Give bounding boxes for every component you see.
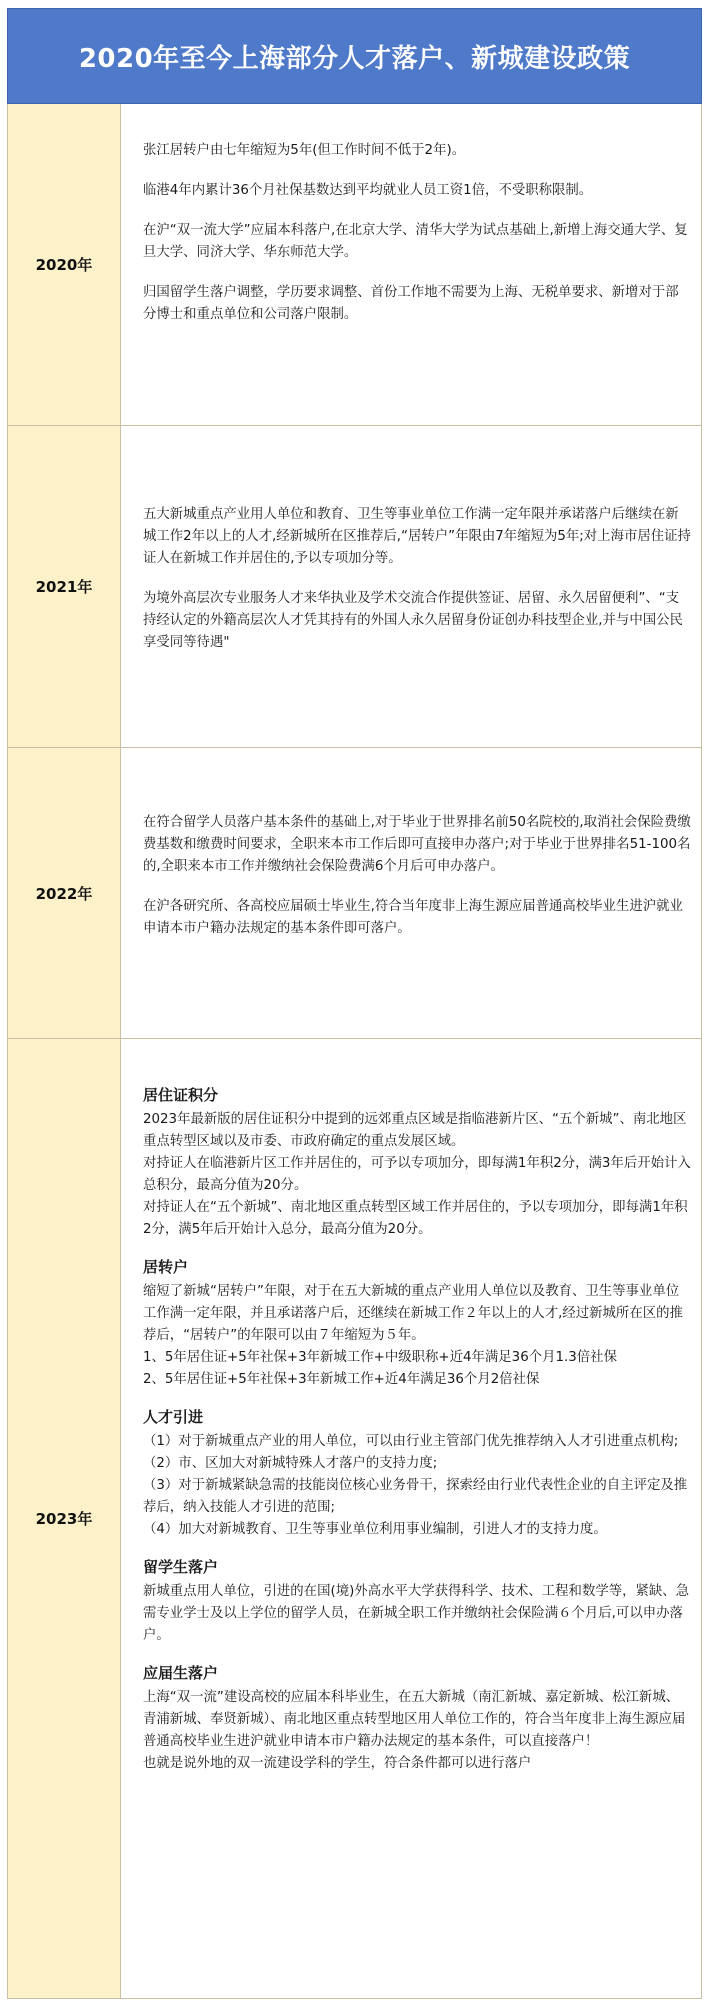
- section-line: 缩短了新城“居转户”年限，对于在五大新城的重点产业用人单位以及教育、卫生等事业单位工作满一定年限，并且承诺落户后，还继续在新城工作２年以上的人才,经过新城所在区的推荐后，“居转户”的年限可以由７年缩短为５年。: [143, 1284, 683, 1343]
- table-row-2023: [8, 1039, 701, 1999]
- table-row-2022: [8, 748, 701, 1039]
- section-line: （2）市、区加大对新城特殊人才落户的支持力度;: [143, 1456, 438, 1471]
- section-line: 对持证人在临港新片区工作并居住的，可予以专项加分，即每满1年积2分，满3年后开始计入总积分，最高分值为20分。: [143, 1156, 691, 1193]
- section-line: 对持证人在“五个新城”、南北地区重点转型区域工作并居住的，予以专项加分，即每满1年积2分，满5年后开始计入总分，最高分值为20分。: [143, 1200, 688, 1237]
- page-title: 2020年至今上海部分人才落户、新城建设政策: [7, 8, 702, 104]
- policy-content: [121, 104, 701, 425]
- policy-paragraph: 临港4年内累计36个月社保基数达到平均就业人员工资1倍，不受职称限制。: [143, 183, 593, 198]
- policy-content: [121, 1039, 701, 1998]
- policy-paragraph: 归国留学生落户调整，学历要求调整、首份工作地不需要为上海、无税单要求、新增对于部分博士和重点单位和公司落户限制。: [143, 285, 679, 322]
- section-talent-introduction: [143, 1405, 691, 1541]
- section-heading: 居住证积分: [143, 1086, 219, 1104]
- policy-paragraph: 张江居转户由七年缩短为5年(但工作时间不低于2年)。: [143, 143, 466, 158]
- policy-paragraph: 五大新城重点产业用人单位和教育、卫生等事业单位工作满一定年限并承诺落户后继续在新城工作2年以上的人才,经新城所在区推荐后,“居转户”年限由7年缩短为5年;对上海市居住证持证人在新城工作并居住的,予以专项加分等。: [143, 507, 691, 566]
- section-fresh-graduates: [143, 1661, 691, 1775]
- section-line: （3）对于新城紧缺急需的技能岗位核心业务骨干，探索经由行业代表性企业的自主评定及推荐后，纳入技能人才引进的范围;: [143, 1478, 688, 1515]
- section-heading: 人才引进: [143, 1408, 204, 1426]
- section-heading: 应届生落户: [143, 1664, 219, 1682]
- table-row-2021: [8, 426, 701, 748]
- policy-paragraph: 为境外高层次专业服务人才来华执业及学术交流合作提供签证、居留、永久居留便利”、“支持经认定的外籍高层次人才凭其持有的外国人永久居留身份证创办科技型企业,并与中国公民享受同等待遇": [143, 591, 683, 650]
- section-residence-to-hukou: [143, 1255, 691, 1391]
- policy-paragraph: 在沪“双一流大学”应届本科落户,在北京大学、清华大学为试点基础上,新增上海交通大学、复旦大学、同济大学、华东师范大学。: [143, 223, 688, 260]
- policy-content: [121, 748, 701, 1038]
- policy-content: [121, 426, 701, 747]
- section-heading: 留学生落户: [143, 1558, 219, 1576]
- section-line: 2、5年居住证+5年社保+3年新城工作+近4年满足36个月2倍社保: [143, 1372, 540, 1387]
- section-line: 1、5年居住证+5年社保+3年新城工作+中级职称+近4年满足36个月1.3倍社保: [143, 1350, 617, 1365]
- year-cell: 2022年: [8, 748, 121, 1038]
- year-cell: 2023年: [8, 1039, 121, 1998]
- section-line: 新城重点用人单位，引进的在国(境)外高水平大学获得科学、技术、工程和数学等，紧缺、急需专业学士及以上学位的留学人员，在新城全职工作并缴纳社会保险满６个月后,可以申办落户。: [143, 1584, 690, 1643]
- policy-paragraph: 在沪各研究所、各高校应届硕士毕业生,符合当年度非上海生源应届普通高校毕业生进沪就业申请本市户籍办法规定的基本条件即可落户。: [143, 899, 683, 936]
- policy-table: [7, 104, 702, 1999]
- section-line: 上海“双一流”建设高校的应届本科毕业生，在五大新城（南汇新城、嘉定新城、松江新城、青浦新城、奉贤新城）、南北地区重点转型地区用人单位工作的，符合当年度非上海生源应届普通高校毕业生进沪就业申请本市户籍办法规定的基本条件，可以直接落户！: [143, 1690, 686, 1749]
- year-cell: 2021年: [8, 426, 121, 747]
- section-line: （4）加大对新城教育、卫生等事业单位利用事业编制，引进人才的支持力度。: [143, 1522, 607, 1537]
- table-row-2020: [8, 104, 701, 426]
- section-heading: 居转户: [143, 1258, 189, 1276]
- section-overseas-students: [143, 1555, 691, 1647]
- section-line: 2023年最新版的居住证积分中提到的远郊重点区域是指临港新片区、“五个新城”、南北地区重点转型区域以及市委、市政府确定的重点发展区域。: [143, 1112, 687, 1149]
- section-line: （1）对于新城重点产业的用人单位，可以由行业主管部门优先推荐纳入人才引进重点机构;: [143, 1434, 679, 1449]
- year-cell: 2020年: [8, 104, 121, 425]
- section-residence-permit-points: [143, 1083, 691, 1241]
- section-line: 也就是说外地的双一流建设学科的学生，符合条件都可以进行落户: [143, 1756, 532, 1771]
- policy-paragraph: 在符合留学人员落户基本条件的基础上,对于毕业于世界排名前50名院校的,取消社会保险费缴费基数和缴费时间要求，全职来本市工作后即可直接申办落户;对于毕业于世界排名51-100名的,全职来本市工作并缴纳社会保险费满6个月后可申办落户。: [143, 815, 691, 874]
